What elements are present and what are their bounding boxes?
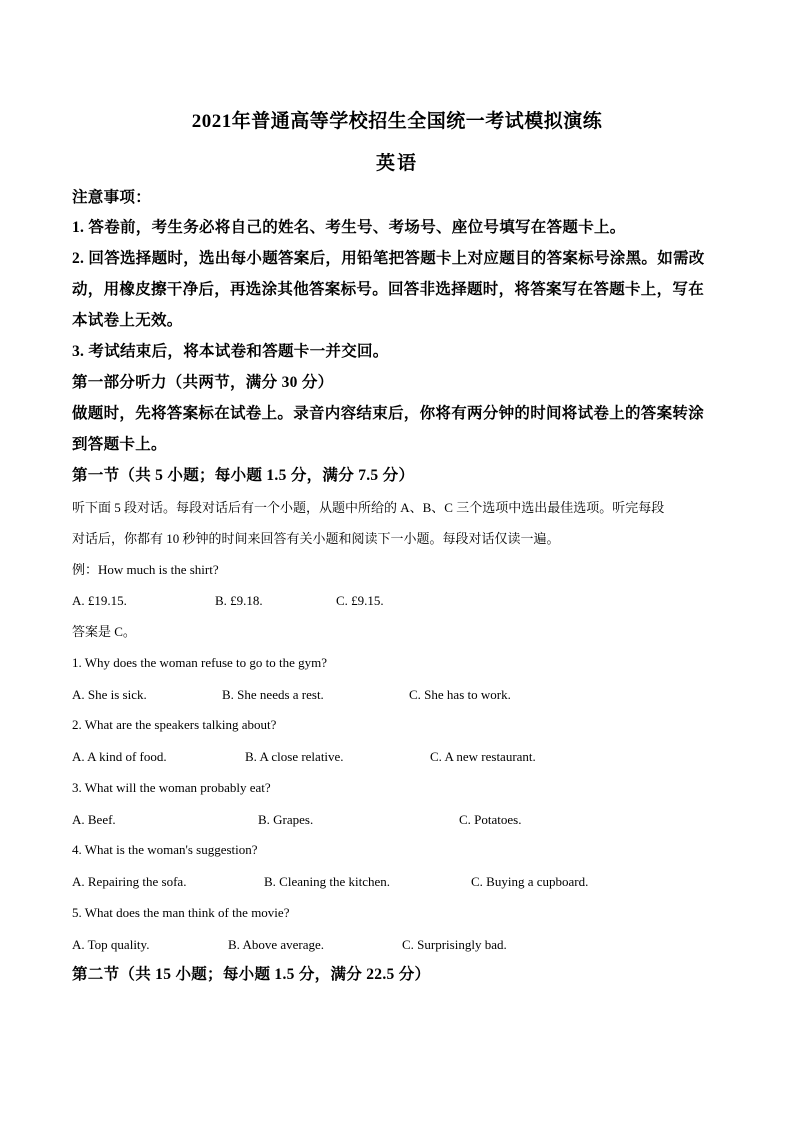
question-4: 4. What is the woman's suggestion? xyxy=(72,842,258,857)
section1-instruction-line-1: 听下面 5 段对话。每段对话后有一个小题，从题中所给的 A、B、C 三个选项中选出最佳选项。听完每段 xyxy=(72,500,665,515)
question-2-option-b: B. A close relative. xyxy=(245,749,344,764)
example-option-b: B. £9.18. xyxy=(215,593,263,608)
question-3-option-c: C. Potatoes. xyxy=(459,812,522,827)
question-5-option-c: C. Surprisingly bad. xyxy=(402,937,507,952)
question-4-option-b: B. Cleaning the kitchen. xyxy=(264,874,391,889)
question-3-option-b: B. Grapes. xyxy=(258,812,314,827)
example-option-a: A. £19.15. xyxy=(72,593,127,608)
question-2-option-c: C. A new restaurant. xyxy=(430,749,536,764)
part1-instruction-line-1: 做题时，先将答案标在试卷上。录音内容结束后，你将有两分钟的时间将试卷上的答案转涂 xyxy=(72,405,705,422)
question-3: 3. What will the woman probably eat? xyxy=(72,780,271,795)
section2-heading: 第二节（共 15 小题；每小题 1.5 分，满分 22.5 分） xyxy=(72,966,431,983)
question-1-option-b: B. She needs a rest. xyxy=(222,687,324,702)
question-1-option-c: C. She has to work. xyxy=(409,687,511,702)
notice-item-2-line-2: 动，用橡皮擦干净后，再选涂其他答案标号。回答非选择题时，将答案写在答题卡上，写在 xyxy=(72,281,705,298)
question-2: 2. What are the speakers talking about? xyxy=(72,717,277,732)
exam-subject: 英语 xyxy=(375,153,418,174)
question-3-option-a: A. Beef. xyxy=(72,812,116,827)
question-4-option-c: C. Buying a cupboard. xyxy=(471,874,589,889)
example-option-c: C. £9.15. xyxy=(336,593,384,608)
question-1: 1. Why does the woman refuse to go to the gym? xyxy=(72,655,328,670)
question-5: 5. What does the man think of the movie? xyxy=(72,905,290,920)
part1-instruction-line-2: 到答题卡上。 xyxy=(72,436,167,453)
section1-instruction-line-2: 对话后，你都有 10 秒钟的时间来回答有关小题和阅读下一小题。每段对话仅读一遍。 xyxy=(72,531,560,546)
question-1-option-a: A. She is sick. xyxy=(72,687,147,702)
question-5-option-a: A. Top quality. xyxy=(72,937,150,952)
exam-title: 2021年普通高等学校招生全国统一考试模拟演练 xyxy=(191,111,603,132)
question-4-option-a: A. Repairing the sofa. xyxy=(72,874,187,889)
example-question: 例：How much is the shirt? xyxy=(72,562,219,577)
notice-item-2-line-1: 2. 回答选择题时，选出每小题答案后，用铅笔把答题卡上对应题目的答案标号涂黑。如需改 xyxy=(72,250,705,267)
notice-item-2-line-3: 本试卷上无效。 xyxy=(72,312,183,329)
question-5-option-b: B. Above average. xyxy=(228,937,325,952)
notice-item-3: 3. 考试结束后，将本试卷和答题卡一并交回。 xyxy=(72,343,389,360)
part1-heading: 第一部分听力（共两节，满分 30 分） xyxy=(72,374,334,391)
section1-heading: 第一节（共 5 小题；每小题 1.5 分，满分 7.5 分） xyxy=(72,467,415,484)
example-answer: 答案是 C。 xyxy=(72,624,136,639)
notice-item-1: 1. 答卷前，考生务必将自己的姓名、考生号、考场号、座位号填写在答题卡上。 xyxy=(72,219,626,236)
question-2-option-a: A. A kind of food. xyxy=(72,749,167,764)
notice-heading: 注意事项： xyxy=(72,189,152,206)
